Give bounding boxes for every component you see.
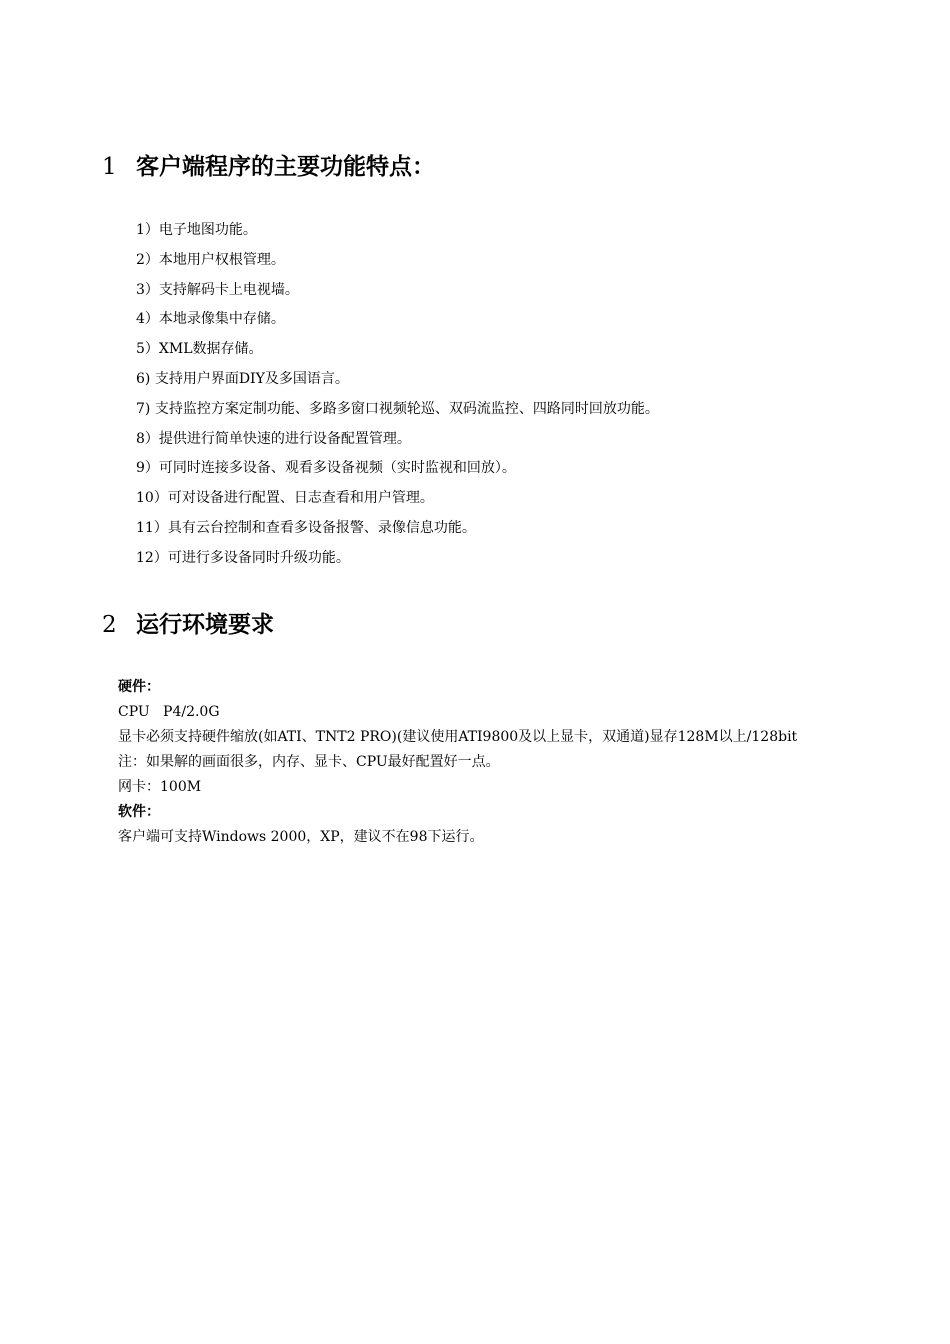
section-2-title: 运行环境要求 [136,612,274,638]
os-line: 客户端可支持Windows 2000，XP，建议不在98下运行。 [118,829,484,845]
section-1-number: 1 [102,154,117,180]
hardware-label: 硬件： [118,679,160,695]
feature-list [136,216,659,574]
list-item: 9）可同时连接多设备、观看多设备视频（实时监视和回放）。 [136,460,516,477]
section-1-title: 客户端程序的主要功能特点： [136,154,435,180]
section-2-heading [102,610,274,640]
list-item: 2）本地用户权根管理。 [136,251,285,268]
list-item: 1）电子地图功能。 [136,222,257,238]
list-item: 12）可进行多设备同时升级功能。 [136,549,350,566]
cpu-line: CPU P4/2.0G [118,704,220,720]
list-item: 6) 支持用户界面DIY及多国语言。 [136,370,349,387]
section-2-number: 2 [102,612,117,638]
list-item: 10）可对设备进行配置、日志查看和用户管理。 [136,490,434,507]
note-line: 注：如果解的画面很多，内存、显卡、CPU最好配置好一点。 [118,754,500,770]
list-item: 3）支持解码卡上电视墙。 [136,281,299,298]
list-item: 8）提供进行简单快速的进行设备配置管理。 [136,430,411,447]
software-label: 软件： [118,804,160,820]
list-item: 7) 支持监控方案定制功能、多路多窗口视频轮巡、双码流监控、四路同时回放功能。 [136,400,659,417]
section-1-heading [102,152,435,182]
list-item: 5）XML数据存储。 [136,341,263,358]
requirements-block [118,675,838,850]
list-item: 4）本地录像集中存储。 [136,311,285,328]
gpu-line: 显卡必须支持硬件缩放(如ATI、TNT2 PRO)(建议使用ATI9800及以上显卡，双通道)显存128M以上/128bit [118,729,798,745]
list-item: 11）具有云台控制和查看多设备报警、录像信息功能。 [136,519,476,536]
nic-line: 网卡：100M [118,779,202,795]
